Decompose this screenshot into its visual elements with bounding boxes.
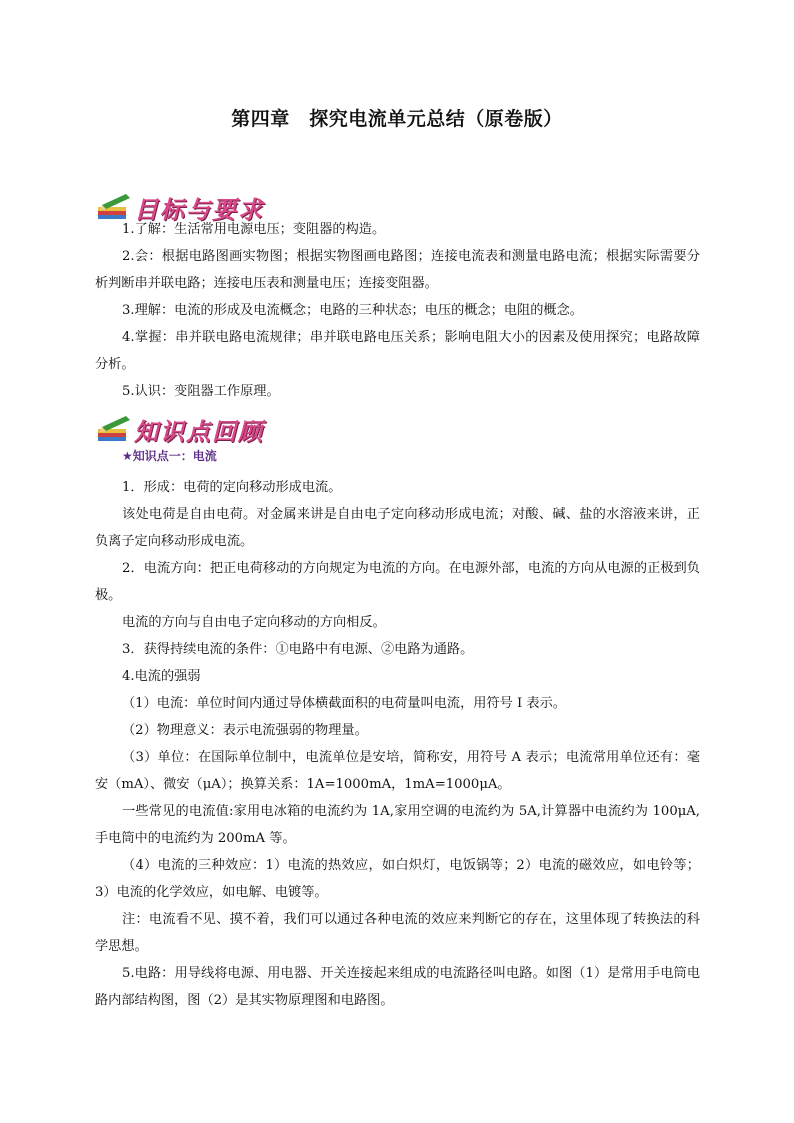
goal-item: 1.了解：生活常用电源电压；变阻器的构造。 [122,222,386,237]
page-title: 第四章 探究电流单元总结（原卷版） [231,108,563,130]
review-paragraph: 5.电路：用导线将电源、用电器、开关连接起来组成的电流路径叫电路。如图（1）是常用手电筒电路内部结构图，图（2）是其实物原理图和电路图。 [95,966,700,1008]
review-paragraph: 电流的方向与自由电子定向移动的方向相反。 [122,615,386,630]
review-banner [96,412,264,446]
review-paragraph: 3．获得持续电流的条件：①电路中有电源、②电路为通路。 [122,642,474,657]
review-heading: 知识点回顾 [134,417,264,446]
goal-item: 5.认识：变阻器工作原理。 [122,384,280,399]
goals-list [95,216,700,405]
goal-item: 4.掌握：串并联电路电流规律；串并联电路电压关系；影响电阻大小的因素及使用探究；电路故障分析。 [95,330,700,372]
review-paragraph: （4）电流的三种效应：1）电流的热效应，如白炽灯，电饭锅等；2）电流的磁效应，如电铃等；3）电流的化学效应，如电解、电镀等。 [95,858,700,900]
review-paragraph: 该处电荷是自由电荷。对金属来讲是自由电子定向移动形成电流；对酸、碱、盐的水溶液来讲，正负离子定向移动形成电流。 [95,507,700,549]
review-paragraph: 注：电流看不见、摸不着，我们可以通过各种电流的效应来判断它的存在，这里体现了转换法的科学思想。 [95,912,700,954]
goals-heading: 目标与要求 [134,195,264,224]
review-paragraph: 1．形成：电荷的定向移动形成电流。 [122,480,342,495]
review-paragraph: 一些常见的电流值:家用电冰箱的电流约为 1A,家用空调的电流约为 5A,计算器中电流约为 100μA,手电筒中的电流约为 200mA 等。 [95,804,700,846]
review-paragraph: （1）电流：单位时间内通过导体横截面积的电荷量叫电流，用符号 I 表示。 [122,696,566,711]
review-paragraph: 2．电流方向：把正电荷移动的方向规定为电流的方向。在电源外部，电流的方向从电源的正极到负极。 [95,561,700,603]
review-paragraph: 4.电流的强弱 [122,669,201,684]
pencil-book-icon [96,413,132,445]
review-paragraph: （2）物理意义：表示电流强弱的物理量。 [122,723,368,738]
review-content [95,474,700,1014]
goal-item: 2.会：根据电路图画实物图；根据实物图画电路图；连接电流表和测量电路电流；根据实际需要分析判断串并联电路；连接电压表和测量电压；连接变阻器。 [95,249,700,291]
goal-item: 3.理解：电流的形成及电流概念；电路的三种状态；电压的概念；电阻的概念。 [122,303,583,318]
review-paragraph: （3）单位：在国际单位制中，电流单位是安培，简称安，用符号 A 表示；电流常用单位还有：毫安（mA）、微安（μA）；换算关系：1A=1000mA，1mA=1000μA。 [95,750,700,792]
knowledge-point-heading: ★知识点一：电流 [122,449,217,463]
